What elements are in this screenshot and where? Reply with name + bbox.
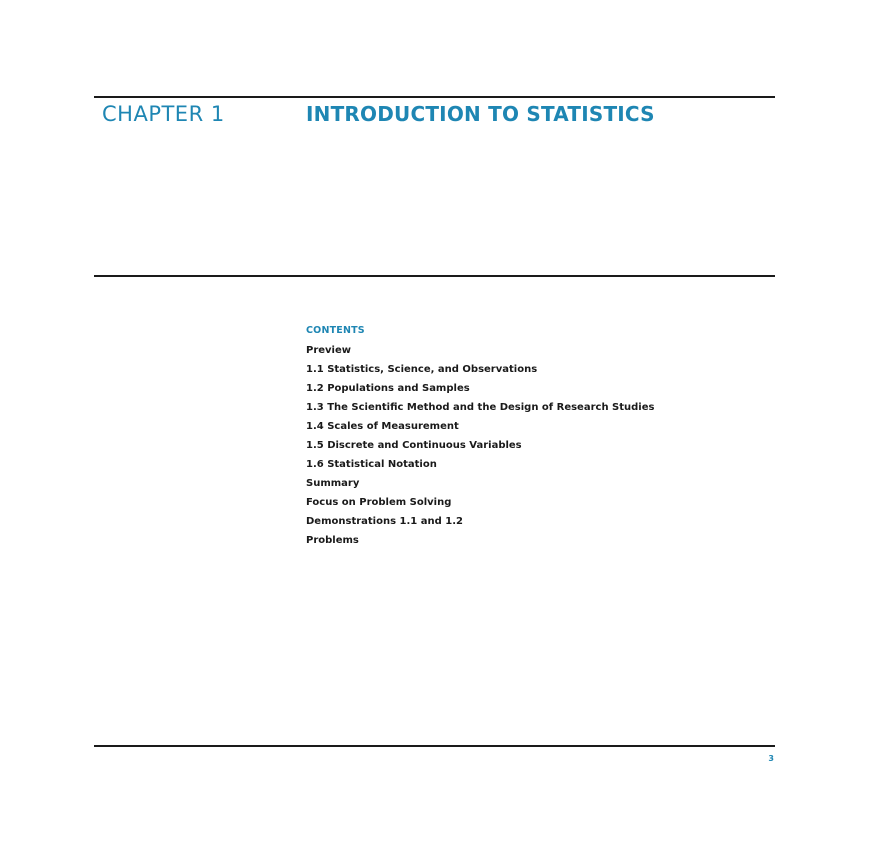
bottom-rule — [94, 745, 775, 747]
middle-rule — [94, 275, 775, 277]
toc-item-1-5: 1.5 Discrete and Continuous Variables — [306, 440, 522, 451]
page-number: 3 — [768, 754, 774, 763]
chapter-title: INTRODUCTION TO STATISTICS — [306, 102, 655, 126]
contents-list — [306, 343, 746, 552]
toc-item-1-4: 1.4 Scales of Measurement — [306, 421, 459, 432]
chapter-label: CHAPTER 1 — [102, 102, 225, 126]
toc-item-problems: Problems — [306, 535, 359, 546]
toc-item-focus: Focus on Problem Solving — [306, 497, 452, 508]
toc-item-demonstrations: Demonstrations 1.1 and 1.2 — [306, 516, 463, 527]
toc-item-1-1: 1.1 Statistics, Science, and Observations — [306, 364, 538, 375]
top-rule — [94, 96, 775, 98]
table-of-contents — [306, 324, 746, 552]
toc-item-preview: Preview — [306, 345, 352, 356]
contents-heading: CONTENTS — [306, 325, 365, 336]
toc-item-1-3: 1.3 The Scientific Method and the Design of Research Studies — [306, 402, 655, 413]
toc-item-1-6: 1.6 Statistical Notation — [306, 459, 437, 470]
toc-item-summary: Summary — [306, 478, 360, 489]
toc-item-1-2: 1.2 Populations and Samples — [306, 383, 470, 394]
